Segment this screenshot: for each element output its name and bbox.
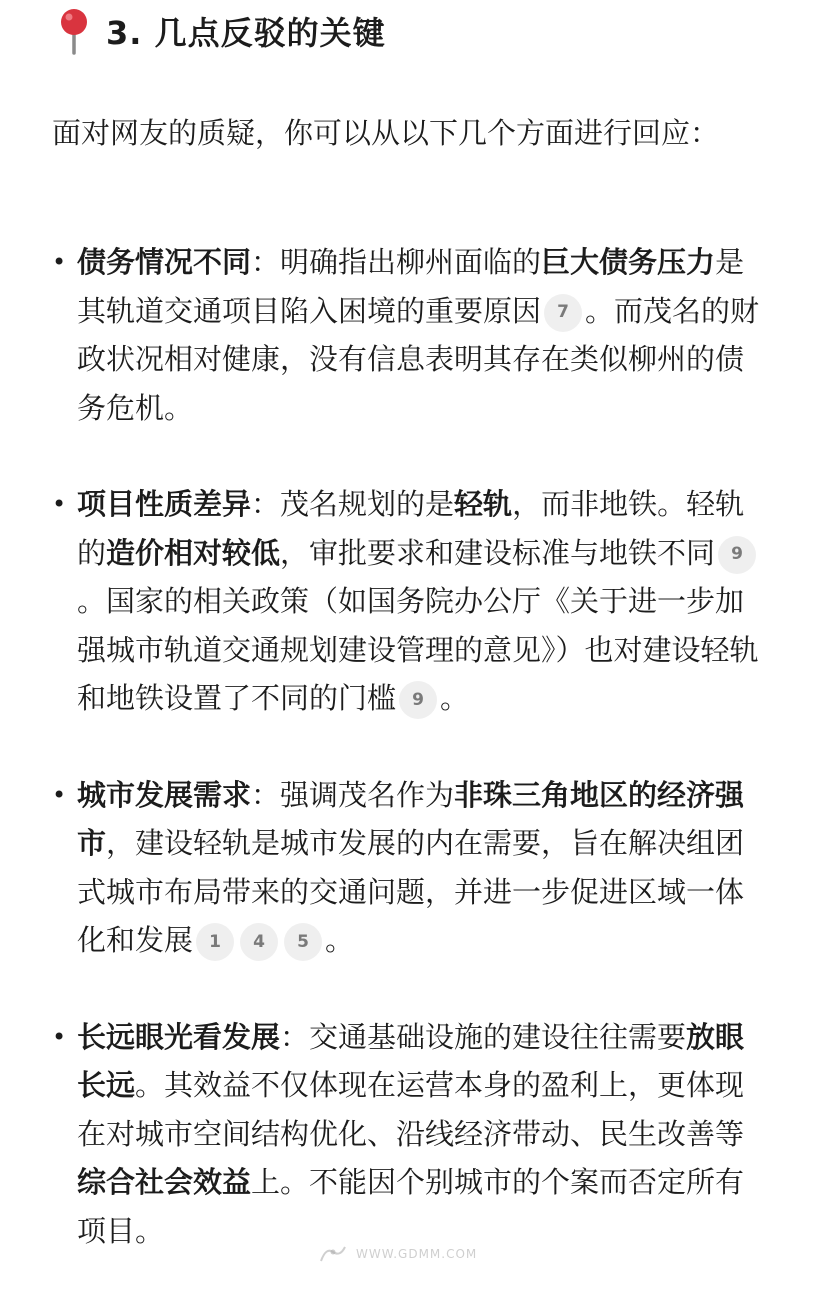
item-emphasis: 放眼长远: [77, 1019, 745, 1102]
item-text: 。其效益不仅体现在运营本身的盈利上，更体现在对城市空间结构优化、沿线经济带动、民生改善等: [77, 1068, 745, 1151]
bullet: •: [52, 490, 67, 518]
citation-badge[interactable]: 4: [240, 923, 278, 961]
item-text: ，而非地铁。轻轨的: [77, 487, 745, 570]
citation-badge[interactable]: 7: [544, 294, 582, 332]
list-item: [52, 238, 762, 432]
watermark: [318, 1243, 477, 1265]
item-text: 上。不能因个别城市的个案而否定所有项目。: [77, 1165, 745, 1248]
watermark-text: WWW.GDMM.COM: [356, 1247, 478, 1261]
item-emphasis: 造价相对较低: [106, 535, 281, 570]
bullet: •: [52, 248, 67, 276]
bullet: •: [52, 780, 67, 809]
item-emphasis: 综合社会效益: [77, 1165, 252, 1199]
item-emphasis: 轻轨: [454, 487, 513, 521]
item-text: 茂名规划的是: [280, 487, 455, 521]
item-text: 明确指出柳州面临的: [280, 245, 542, 279]
item-emphasis: 巨大债务压力: [541, 245, 716, 279]
item-title: 债务情况不同: [77, 245, 252, 279]
citation-badge[interactable]: 5: [284, 923, 322, 961]
item-colon: ：: [251, 777, 281, 812]
item-text: 。而茂名的财政状况相对健康，没有信息表明其存在类似柳州的债务危机。: [77, 293, 760, 425]
rebuttal-list: [52, 238, 762, 1303]
item-text: 强调茂名作为: [280, 777, 455, 812]
citation-badge[interactable]: 9: [399, 681, 437, 719]
item-text: ，审批要求和建设标准与地铁不同: [280, 535, 716, 570]
item-text: ，建设轻轨是城市发展的内在需要，旨在解决组团式城市布局带来的交通问题，并进一步促进区域一体化和发展: [77, 826, 745, 957]
watermark-logo-icon: [318, 1243, 348, 1265]
item-title: 城市发展需求: [77, 777, 252, 812]
item-text: 交通基础设施的建设往往需要: [309, 1019, 687, 1054]
section-heading: [52, 6, 386, 56]
list-item: [52, 771, 762, 965]
item-title: 长远眼光看发展: [77, 1019, 281, 1054]
intro-text: 面对网友的质疑，你可以从以下几个方面进行回应：: [52, 116, 720, 150]
item-title: 项目性质差异: [77, 487, 252, 521]
bullet: •: [52, 1022, 67, 1051]
section-title: 3. 几点反驳的关键: [106, 14, 386, 52]
item-emphasis: 非珠三角地区的经济强市: [77, 777, 745, 860]
item-colon: ：: [280, 1019, 310, 1054]
citation-badge[interactable]: 9: [718, 536, 756, 574]
item-colon: ：: [251, 245, 281, 279]
item-text: 。: [440, 681, 470, 715]
item-colon: ：: [251, 487, 281, 521]
item-text: 是其轨道交通项目陷入困境的重要原因: [77, 245, 745, 328]
item-text: 。: [325, 923, 355, 957]
list-item: [52, 480, 762, 723]
item-text: 。国家的相关政策（如国务院办公厅《关于进一步加强城市轨道交通规划建设管理的意见》）也对建设轻轨和地铁设置了不同的门槛: [77, 584, 759, 715]
citation-badge[interactable]: 1: [196, 923, 234, 961]
pushpin-icon: [52, 6, 96, 56]
list-item: [52, 1013, 762, 1256]
